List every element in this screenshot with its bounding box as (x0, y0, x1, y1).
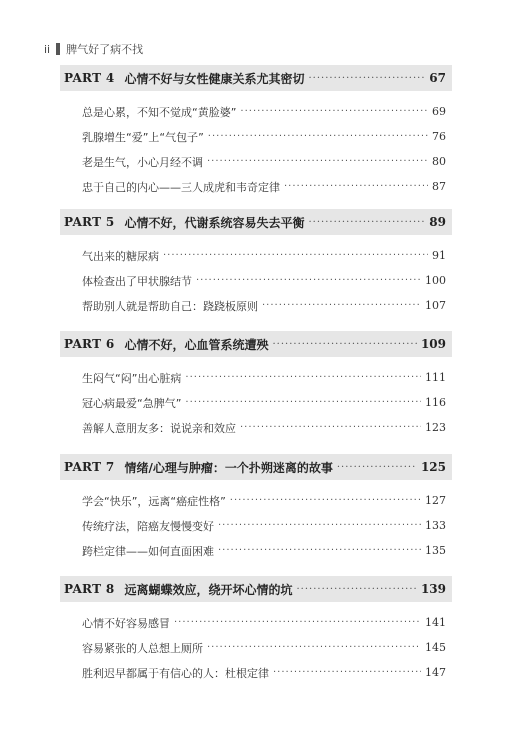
entry-page-number: 80 (432, 155, 446, 168)
entry-title: 体检查出了甲状腺结节 (82, 274, 192, 288)
toc-entry[interactable] (60, 660, 452, 685)
part-heading[interactable] (60, 331, 452, 357)
dot-leader (273, 339, 417, 350)
dot-leader (196, 275, 421, 286)
dot-leader (240, 106, 428, 117)
entry-page-number: 141 (425, 616, 446, 629)
toc-entry[interactable] (60, 390, 452, 415)
entry-page-number: 147 (425, 666, 446, 679)
toc-entry[interactable] (60, 124, 452, 149)
entry-title: 生闷气“闷”出心脏病 (82, 371, 182, 385)
dot-leader (174, 617, 421, 628)
entry-title: 乳腺增生“爱”上“气包子” (82, 130, 204, 144)
entry-title: 心情不好容易感冒 (82, 616, 170, 630)
part-label: PART 6 (64, 337, 115, 351)
entry-page-number: 100 (425, 274, 446, 287)
toc-entry[interactable] (60, 293, 452, 318)
toc-section-part-6 (60, 331, 452, 440)
part-page-number: 67 (429, 71, 446, 85)
part-title: 情绪/心理与肿瘤：一个扑朔迷离的故事 (124, 460, 333, 475)
part-title: 远离蝴蝶效应，绕开坏心情的坑 (124, 582, 293, 597)
part-page-number: 109 (420, 337, 446, 351)
entry-page-number: 76 (432, 130, 446, 143)
dot-leader (163, 250, 428, 261)
part-heading[interactable] (60, 576, 452, 602)
entry-title: 学会“快乐”，远离“癌症性格” (82, 494, 226, 508)
dot-leader (240, 422, 421, 433)
part-page-number: 139 (420, 582, 446, 596)
entry-page-number: 69 (432, 105, 446, 118)
entry-title: 忠于自己的内心——三人成虎和韦奇定律 (82, 180, 280, 194)
part-heading[interactable] (60, 454, 452, 480)
part-page-number: 125 (420, 460, 446, 474)
dot-leader (309, 73, 426, 84)
part-label: PART 5 (64, 215, 115, 229)
entry-page-number: 127 (425, 494, 446, 507)
entry-page-number: 91 (432, 249, 446, 262)
entry-title: 跨栏定律——如何直面困难 (82, 544, 214, 558)
entry-page-number: 135 (425, 544, 446, 557)
entry-title: 容易紧张的人总想上厕所 (82, 641, 203, 655)
entry-page-number: 123 (425, 421, 446, 434)
dot-leader (207, 642, 421, 653)
toc-entry[interactable] (60, 243, 452, 268)
entry-page-number: 145 (425, 641, 446, 654)
dot-leader (207, 156, 428, 167)
part-page-number: 89 (429, 215, 446, 229)
dot-leader (297, 584, 417, 595)
toc-entry[interactable] (60, 513, 452, 538)
toc-entry[interactable] (60, 610, 452, 635)
dot-leader (208, 131, 428, 142)
dot-leader (273, 667, 421, 678)
toc-entry[interactable] (60, 365, 452, 390)
entry-title: 总是心累，不知不觉成“黄脸婆” (82, 105, 237, 119)
part-heading[interactable] (60, 65, 452, 91)
dot-leader (185, 372, 421, 383)
part-title: 心情不好与女性健康关系尤其密切 (124, 71, 305, 86)
part-label: PART 7 (64, 460, 115, 474)
toc-entry[interactable] (60, 149, 452, 174)
entry-page-number: 116 (425, 396, 446, 409)
toc-entry[interactable] (60, 635, 452, 660)
dot-leader (337, 462, 417, 473)
dot-leader (262, 300, 421, 311)
entry-title: 冠心病最爱“急脾气” (82, 396, 182, 410)
dot-leader (185, 397, 421, 408)
dot-leader (218, 520, 421, 531)
toc-entry[interactable] (60, 415, 452, 440)
toc-entry[interactable] (60, 488, 452, 513)
toc-section-part-8 (60, 576, 452, 685)
running-head-divider (56, 43, 60, 55)
running-head-page-number: ii (44, 42, 51, 56)
entry-page-number: 133 (425, 519, 446, 532)
toc-entry[interactable] (60, 268, 452, 293)
toc-section-part-5 (60, 209, 452, 318)
entry-title: 帮助别人就是帮助自己：跷跷板原则 (82, 299, 258, 313)
entry-page-number: 107 (425, 299, 446, 312)
dot-leader (218, 545, 421, 556)
entry-title: 胜利迟早都属于有信心的人：杜根定律 (82, 666, 269, 680)
dot-leader (284, 181, 428, 192)
entry-title: 善解人意朋友多：说说亲和效应 (82, 421, 236, 435)
entry-title: 老是生气，小心月经不调 (82, 155, 203, 169)
entry-page-number: 87 (432, 180, 446, 193)
part-heading[interactable] (60, 209, 452, 235)
running-head-book-title: 脾气好了病不找 (66, 43, 144, 56)
part-label: PART 4 (64, 71, 115, 85)
part-title: 心情不好，心血管系统遭殃 (124, 337, 269, 352)
dot-leader (309, 217, 426, 228)
toc-entry[interactable] (60, 99, 452, 124)
running-head (44, 41, 143, 57)
entry-title: 气出来的糖尿病 (82, 249, 159, 263)
part-title: 心情不好，代谢系统容易失去平衡 (124, 215, 305, 230)
toc-entry[interactable] (60, 174, 452, 199)
entry-title: 传统疗法，陪癌友慢慢变好 (82, 519, 214, 533)
entry-page-number: 111 (425, 371, 446, 384)
toc-entry[interactable] (60, 538, 452, 563)
toc-section-part-7 (60, 454, 452, 563)
dot-leader (230, 495, 421, 506)
toc-section-part-4 (60, 65, 452, 199)
part-label: PART 8 (64, 582, 115, 596)
